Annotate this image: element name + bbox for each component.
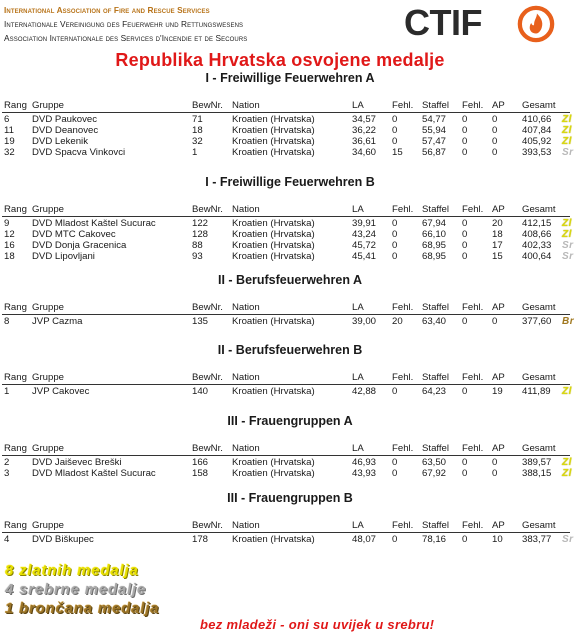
- table-row: [0, 251, 580, 262]
- cell-nation: Kroatien (Hrvatska): [232, 457, 315, 468]
- cell-staffel: 56,87: [422, 147, 447, 158]
- cell-gruppe: DVD Biškupec: [32, 534, 94, 545]
- cell-gruppe: DVD Jaiševec Breški: [32, 457, 122, 468]
- column-header-rang: Rang: [4, 372, 27, 383]
- cell-gruppe: DVD Lipovljani: [32, 251, 95, 262]
- cell-gesamt: 388,15: [522, 468, 552, 479]
- cell-rang: 16: [4, 240, 15, 251]
- cell-fehl1: 0: [392, 136, 398, 147]
- column-header-nation: Nation: [232, 204, 260, 215]
- cell-rang: 12: [4, 229, 15, 240]
- cell-la: 45,41: [352, 251, 377, 262]
- cell-gruppe: DVD Lekenik: [32, 136, 88, 147]
- cell-staffel: 55,94: [422, 125, 447, 136]
- cell-la: 45,72: [352, 240, 377, 251]
- cell-la: 34,57: [352, 114, 377, 125]
- cell-gruppe: DVD Deanovec: [32, 125, 99, 136]
- cell-fehl2: 0: [462, 251, 468, 262]
- cell-la: 48,07: [352, 534, 377, 545]
- table-row: [0, 468, 580, 479]
- table-row: [0, 229, 580, 240]
- table-row: [0, 534, 580, 545]
- cell-nation: Kroatien (Hrvatska): [232, 229, 315, 240]
- cell-la: 36,61: [352, 136, 377, 147]
- cell-bew: 135: [192, 316, 209, 327]
- cell-nation: Kroatien (Hrvatska): [232, 136, 315, 147]
- column-header-bew: BewNr.: [192, 204, 223, 215]
- cell-gruppe: DVD Paukovec: [32, 114, 98, 125]
- cell-la: 43,24: [352, 229, 377, 240]
- cell-gesamt: 402,33: [522, 240, 552, 251]
- cell-nation: Kroatien (Hrvatska): [232, 147, 315, 158]
- column-header-nation: Nation: [232, 372, 260, 383]
- medal-badge: Sr: [562, 251, 574, 262]
- logo-text: CTIF: [404, 2, 482, 43]
- header-divider: [2, 216, 570, 217]
- header-divider: [2, 532, 570, 533]
- column-header-gesamt: Gesamt: [522, 372, 556, 383]
- cell-bew: 88: [192, 240, 203, 251]
- column-header-la: LA: [352, 100, 364, 111]
- org-name-french: Association Internationale des Services d'Incendie et de Secours: [4, 33, 248, 43]
- cell-nation: Kroatien (Hrvatska): [232, 114, 315, 125]
- cell-fehl2: 0: [462, 218, 468, 229]
- column-header-fehl1: Fehl.: [392, 302, 414, 313]
- cell-la: 46,93: [352, 457, 377, 468]
- column-header-fehl2: Fehl.: [462, 443, 484, 454]
- cell-bew: 93: [192, 251, 203, 262]
- cell-nation: Kroatien (Hrvatska): [232, 218, 315, 229]
- medal-badge: Zl: [562, 218, 572, 229]
- column-header-ap: AP: [492, 100, 505, 111]
- cell-gruppe: DVD Mladost Kaštel Sucurac: [32, 468, 156, 479]
- column-header-la: LA: [352, 372, 364, 383]
- column-header-fehl2: Fehl.: [462, 372, 484, 383]
- column-header-rang: Rang: [4, 302, 27, 313]
- medal-badge: Sr: [562, 534, 574, 545]
- cell-gesamt: 393,53: [522, 147, 552, 158]
- column-header-bew: BewNr.: [192, 100, 223, 111]
- column-header-ap: AP: [492, 372, 505, 383]
- cell-la: 36,22: [352, 125, 377, 136]
- column-header-staffel: Staffel: [422, 204, 450, 215]
- column-header-nation: Nation: [232, 520, 260, 531]
- section-title: II - Berufsfeuerwehren A: [217, 273, 362, 287]
- column-header-gesamt: Gesamt: [522, 204, 556, 215]
- table-row: [0, 147, 580, 158]
- footer-note: bez mladeži - oni su uvijek u srebru!: [200, 617, 435, 632]
- cell-fehl2: 0: [462, 534, 468, 545]
- column-header-ap: AP: [492, 302, 505, 313]
- cell-bew: 166: [192, 457, 209, 468]
- cell-gruppe: DVD Donja Gracenica: [32, 240, 127, 251]
- column-header-fehl1: Fehl.: [392, 204, 414, 215]
- header-divider: [2, 112, 570, 113]
- cell-staffel: 63,40: [422, 316, 447, 327]
- gold-medal-summary: 8 zlatnih medalja: [5, 562, 139, 579]
- medal-badge: Zl: [562, 114, 572, 125]
- column-header-bew: BewNr.: [192, 372, 223, 383]
- cell-la: 34,60: [352, 147, 377, 158]
- column-header-gruppe: Gruppe: [32, 302, 64, 313]
- cell-gruppe: JVP Cazma: [32, 316, 83, 327]
- cell-gesamt: 400,64: [522, 251, 552, 262]
- section-title: III - Frauengruppen A: [227, 414, 353, 428]
- cell-rang: 18: [4, 251, 15, 262]
- cell-gruppe: DVD Mladost Kaštel Sucurac: [32, 218, 156, 229]
- cell-gruppe: JVP Cakovec: [32, 386, 90, 397]
- cell-gruppe: DVD Spacva Vinkovci: [32, 147, 126, 158]
- cell-fehl2: 0: [462, 386, 468, 397]
- column-header-gruppe: Gruppe: [32, 100, 64, 111]
- cell-rang: 32: [4, 147, 15, 158]
- page-header: [0, 0, 580, 50]
- cell-la: 39,91: [352, 218, 377, 229]
- cell-staffel: 67,94: [422, 218, 447, 229]
- cell-fehl2: 0: [462, 125, 468, 136]
- table-row: [0, 457, 580, 468]
- cell-la: 39,00: [352, 316, 377, 327]
- section-title: III - Frauengruppen B: [227, 491, 353, 505]
- cell-fehl2: 0: [462, 457, 468, 468]
- cell-nation: Kroatien (Hrvatska): [232, 468, 315, 479]
- cell-ap: 19: [492, 386, 503, 397]
- column-header-fehl2: Fehl.: [462, 204, 484, 215]
- section-title: I - Freiwillige Feuerwehren A: [205, 71, 375, 85]
- column-header-staffel: Staffel: [422, 443, 450, 454]
- column-header-staffel: Staffel: [422, 302, 450, 313]
- medal-badge: Sr: [562, 147, 574, 158]
- cell-bew: 71: [192, 114, 203, 125]
- cell-gesamt: 411,89: [522, 386, 551, 397]
- medal-badge: Zl: [562, 386, 572, 397]
- cell-ap: 0: [492, 114, 498, 125]
- section-title: II - Berufsfeuerwehren B: [217, 343, 363, 357]
- cell-bew: 122: [192, 218, 209, 229]
- column-header-fehl2: Fehl.: [462, 100, 484, 111]
- cell-bew: 128: [192, 229, 209, 240]
- table-row: [0, 114, 580, 125]
- column-header-staffel: Staffel: [422, 520, 450, 531]
- cell-fehl2: 0: [462, 114, 468, 125]
- medal-badge: Sr: [562, 240, 574, 251]
- cell-fehl1: 15: [392, 147, 403, 158]
- cell-ap: 17: [492, 240, 503, 251]
- column-header-nation: Nation: [232, 100, 260, 111]
- column-header-fehl2: Fehl.: [462, 302, 484, 313]
- column-header-staffel: Staffel: [422, 372, 450, 383]
- cell-bew: 1: [192, 147, 198, 158]
- cell-staffel: 68,95: [422, 240, 447, 251]
- column-header-fehl1: Fehl.: [392, 100, 414, 111]
- header-divider: [2, 384, 570, 385]
- cell-fehl1: 0: [392, 218, 398, 229]
- cell-gesamt: 377,60: [522, 316, 552, 327]
- cell-gesamt: 383,77: [522, 534, 552, 545]
- column-header-gesamt: Gesamt: [522, 520, 556, 531]
- cell-gesamt: 405,92: [522, 136, 552, 147]
- column-header-rang: Rang: [4, 100, 27, 111]
- column-header-bew: BewNr.: [192, 443, 223, 454]
- column-header-la: LA: [352, 443, 364, 454]
- cell-rang: 6: [4, 114, 10, 125]
- medal-badge: Zl: [562, 136, 572, 147]
- column-header-ap: AP: [492, 443, 505, 454]
- cell-fehl2: 0: [462, 316, 468, 327]
- column-header-fehl1: Fehl.: [392, 520, 414, 531]
- table-header-row: [0, 443, 580, 454]
- column-header-gruppe: Gruppe: [32, 520, 64, 531]
- table-row: [0, 125, 580, 136]
- cell-staffel: 66,10: [422, 229, 447, 240]
- organization-names: [4, 3, 247, 45]
- cell-nation: Kroatien (Hrvatska): [232, 534, 315, 545]
- section-title: I - Freiwillige Feuerwehren B: [205, 175, 375, 189]
- table-header-row: [0, 302, 580, 313]
- header-divider: [2, 314, 570, 315]
- cell-rang: 8: [4, 316, 10, 327]
- cell-gesamt: 410,66: [522, 114, 552, 125]
- cell-gesamt: 407,84: [522, 125, 552, 136]
- cell-rang: 11: [4, 125, 14, 136]
- cell-nation: Kroatien (Hrvatska): [232, 386, 315, 397]
- column-header-rang: Rang: [4, 443, 27, 454]
- cell-nation: Kroatien (Hrvatska): [232, 251, 315, 262]
- medal-badge: Zl: [562, 457, 572, 468]
- org-name-german: Internationale Vereinigung des Feuerwehr und Rettungswesens: [4, 19, 244, 29]
- cell-fehl2: 0: [462, 468, 468, 479]
- medal-badge: Zl: [562, 229, 572, 240]
- table-row: [0, 386, 580, 397]
- cell-rang: 1: [4, 386, 10, 397]
- cell-gesamt: 408,66: [522, 229, 552, 240]
- cell-fehl1: 0: [392, 468, 398, 479]
- cell-fehl1: 0: [392, 114, 398, 125]
- cell-staffel: 63,50: [422, 457, 447, 468]
- cell-rang: 9: [4, 218, 10, 229]
- column-header-gruppe: Gruppe: [32, 372, 64, 383]
- cell-staffel: 68,95: [422, 251, 447, 262]
- medal-badge: Zl: [562, 125, 572, 136]
- column-header-la: LA: [352, 520, 364, 531]
- cell-rang: 19: [4, 136, 15, 147]
- cell-bew: 32: [192, 136, 203, 147]
- table-row: [0, 240, 580, 251]
- cell-staffel: 57,47: [422, 136, 447, 147]
- header-divider: [2, 455, 570, 456]
- column-header-la: LA: [352, 204, 364, 215]
- column-header-la: LA: [352, 302, 364, 313]
- cell-bew: 158: [192, 468, 209, 479]
- column-header-bew: BewNr.: [192, 520, 223, 531]
- cell-nation: Kroatien (Hrvatska): [232, 316, 315, 327]
- table-header-row: [0, 204, 580, 215]
- cell-rang: 4: [4, 534, 10, 545]
- cell-ap: 20: [492, 218, 503, 229]
- column-header-gruppe: Gruppe: [32, 204, 64, 215]
- cell-ap: 0: [492, 136, 498, 147]
- column-header-fehl1: Fehl.: [392, 443, 414, 454]
- silver-medal-summary: 4 srebrne medalje: [5, 581, 147, 598]
- table-header-row: [0, 372, 580, 383]
- cell-fehl1: 0: [392, 125, 398, 136]
- column-header-nation: Nation: [232, 443, 260, 454]
- cell-staffel: 54,77: [422, 114, 447, 125]
- cell-ap: 18: [492, 229, 503, 240]
- cell-bew: 178: [192, 534, 209, 545]
- cell-rang: 3: [4, 468, 10, 479]
- cell-gruppe: DVD MTC Cakovec: [32, 229, 116, 240]
- page-title: Republika Hrvatska osvojene medalje: [115, 50, 445, 70]
- column-header-staffel: Staffel: [422, 100, 450, 111]
- cell-gesamt: 389,57: [522, 457, 552, 468]
- column-header-gesamt: Gesamt: [522, 302, 556, 313]
- column-header-fehl2: Fehl.: [462, 520, 484, 531]
- cell-ap: 0: [492, 147, 498, 158]
- table-header-row: [0, 100, 580, 111]
- cell-ap: 0: [492, 125, 498, 136]
- cell-fehl1: 20: [392, 316, 403, 327]
- cell-gesamt: 412,15: [522, 218, 552, 229]
- cell-bew: 18: [192, 125, 203, 136]
- cell-staffel: 67,92: [422, 468, 447, 479]
- column-header-bew: BewNr.: [192, 302, 223, 313]
- cell-nation: Kroatien (Hrvatska): [232, 240, 315, 251]
- ctif-logo: [404, 3, 554, 43]
- cell-nation: Kroatien (Hrvatska): [232, 125, 315, 136]
- column-header-gruppe: Gruppe: [32, 443, 64, 454]
- column-header-nation: Nation: [232, 302, 260, 313]
- cell-fehl1: 0: [392, 386, 398, 397]
- table-row: [0, 316, 580, 327]
- cell-staffel: 64,23: [422, 386, 447, 397]
- column-header-rang: Rang: [4, 520, 27, 531]
- table-header-row: [0, 520, 580, 531]
- cell-la: 42,88: [352, 386, 377, 397]
- cell-fehl1: 0: [392, 251, 398, 262]
- flame-icon: [517, 5, 555, 43]
- cell-fehl2: 0: [462, 136, 468, 147]
- column-header-ap: AP: [492, 204, 505, 215]
- cell-fehl2: 0: [462, 229, 468, 240]
- column-header-gesamt: Gesamt: [522, 443, 556, 454]
- cell-fehl1: 0: [392, 229, 398, 240]
- column-header-ap: AP: [492, 520, 505, 531]
- cell-fehl1: 0: [392, 240, 398, 251]
- bronze-medal-summary: 1 brončana medalja: [5, 600, 160, 617]
- cell-ap: 0: [492, 457, 498, 468]
- cell-fehl2: 0: [462, 147, 468, 158]
- cell-fehl1: 0: [392, 457, 398, 468]
- cell-staffel: 78,16: [422, 534, 447, 545]
- medal-badge: Zl: [562, 468, 572, 479]
- table-row: [0, 136, 580, 147]
- medal-badge: Br: [562, 316, 575, 327]
- cell-ap: 0: [492, 468, 498, 479]
- cell-fehl1: 0: [392, 534, 398, 545]
- cell-bew: 140: [192, 386, 209, 397]
- cell-ap: 10: [492, 534, 503, 545]
- table-row: [0, 218, 580, 229]
- column-header-rang: Rang: [4, 204, 27, 215]
- cell-rang: 2: [4, 457, 10, 468]
- column-header-fehl1: Fehl.: [392, 372, 414, 383]
- column-header-gesamt: Gesamt: [522, 100, 556, 111]
- cell-ap: 0: [492, 316, 498, 327]
- cell-fehl2: 0: [462, 240, 468, 251]
- cell-ap: 15: [492, 251, 503, 262]
- cell-la: 43,93: [352, 468, 377, 479]
- org-name-english: International Association of Fire and Rescue Services: [4, 5, 210, 15]
